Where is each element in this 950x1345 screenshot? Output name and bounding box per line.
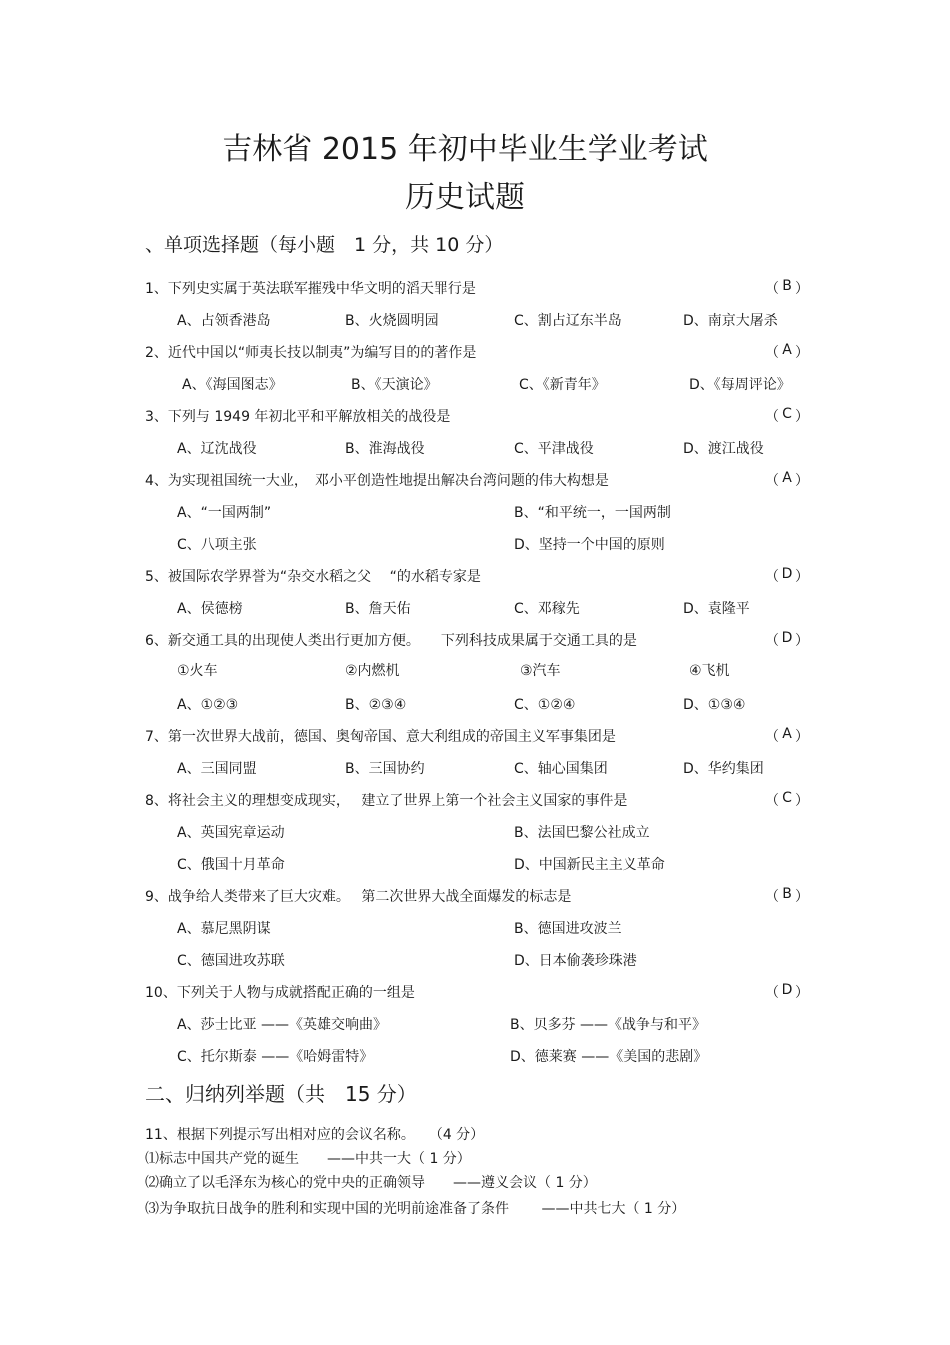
option: C、邓稼先 — [514, 601, 580, 617]
numbered-item: ③汽车 — [520, 663, 561, 679]
option: D、坚持一个中国的原则 — [514, 537, 665, 553]
option: C、八项主张 — [177, 537, 257, 553]
section2-heading: 二、归纳列举题（共 15 分） — [145, 1082, 417, 1106]
option: A、英国宪章运动 — [177, 825, 285, 841]
exam-subtitle: 历史试题 — [405, 180, 525, 215]
section1-heading: 、单项选择题（每小题 1 分，共 10 分） — [145, 234, 504, 256]
fill-answer-line: ⑴标志中国共产党的诞生 ——中共一大（ 1 分） — [145, 1151, 471, 1167]
option: B、三国协约 — [345, 761, 425, 777]
option: B、贝多芬 ——《战争与和平》 — [510, 1017, 707, 1033]
option: B、《天演论》 — [351, 377, 438, 393]
answer-box: （ D ） — [765, 982, 809, 1001]
fill-answer-line: ⑶为争取抗日战争的胜利和实现中国的光明前途准备了条件 ——中共七大（ 1 分） — [145, 1201, 686, 1217]
option: A、慕尼黑阴谋 — [177, 921, 271, 937]
option: C、割占辽东半岛 — [514, 313, 622, 329]
question-stem: 6、新交通工具的出现使人类出行更加方便。 下列科技成果属于交通工具的是 — [145, 633, 637, 649]
answer-box: （ B ） — [765, 278, 809, 297]
option: A、三国同盟 — [177, 761, 257, 777]
numbered-item: ①火车 — [177, 663, 218, 679]
question-stem: 3、下列与 1949 年初北平和平解放相关的战役是 — [145, 409, 451, 425]
option: D、德莱赛 ——《美国的悲剧》 — [510, 1049, 708, 1065]
option: D、《每周评论》 — [689, 377, 791, 393]
question-stem: 7、第一次世界大战前，德国、奥匈帝国、意大利组成的帝国主义军事集团是 — [145, 729, 616, 745]
answer-letter: A — [782, 470, 792, 486]
option: C、托尔斯泰 ——《哈姆雷特》 — [177, 1049, 374, 1065]
option: D、华约集团 — [683, 761, 764, 777]
answer-letter: A — [782, 342, 792, 358]
question-stem: 2、近代中国以“师夷长技以制夷”为编写目的的著作是 — [145, 345, 477, 361]
answer-letter: D — [781, 982, 793, 998]
answer-box: （ D ） — [765, 630, 809, 649]
answer-box: （ A ） — [765, 726, 809, 745]
answer-letter: D — [781, 630, 793, 646]
answer-box: （ C ） — [765, 790, 809, 809]
option: D、渡江战役 — [683, 441, 764, 457]
answer-letter: B — [782, 278, 792, 294]
answer-letter: C — [782, 790, 792, 806]
question-stem: 1、下列史实属于英法联军摧残中华文明的滔天罪行是 — [145, 281, 476, 297]
answer-box: （ C ） — [765, 406, 809, 425]
fill-answer-line: ⑵确立了以毛泽东为核心的党中央的正确领导 ——遵义会议（ 1 分） — [145, 1175, 597, 1191]
option: A、莎士比亚 ——《英雄交响曲》 — [177, 1017, 388, 1033]
answer-box: （ A ） — [765, 470, 809, 489]
option: B、詹天佑 — [345, 601, 411, 617]
option: B、淮海战役 — [345, 441, 425, 457]
option: B、法国巴黎公社成立 — [514, 825, 650, 841]
question-stem: 10、下列关于人物与成就搭配正确的一组是 — [145, 985, 415, 1001]
option: D、①③④ — [683, 697, 746, 713]
option: B、“和平统一，一国两制 — [514, 505, 671, 521]
option: C、俄国十月革命 — [177, 857, 285, 873]
answer-letter: D — [781, 566, 793, 582]
exam-title: 吉林省 2015 年初中毕业生学业考试 — [222, 132, 708, 167]
option: B、火烧圆明园 — [345, 313, 439, 329]
option: D、中国新民主主义革命 — [514, 857, 665, 873]
answer-box: （ D ） — [765, 566, 809, 585]
option: A、《海国图志》 — [182, 377, 283, 393]
answer-letter: C — [782, 406, 792, 422]
numbered-item: ④飞机 — [689, 663, 730, 679]
option: C、①②④ — [514, 697, 576, 713]
answer-letter: A — [782, 726, 792, 742]
option: C、《新青年》 — [519, 377, 606, 393]
option: D、袁隆平 — [683, 601, 750, 617]
question-stem: 5、被国际农学界誉为“杂交水稻之父 “的水稻专家是 — [145, 569, 481, 585]
option: D、南京大屠杀 — [683, 313, 778, 329]
option: C、德国进攻苏联 — [177, 953, 285, 969]
answer-letter: B — [782, 886, 792, 902]
option: A、“一国两制” — [177, 505, 272, 521]
question-stem: 4、为实现祖国统一大业， 邓小平创造性地提出解决台湾问题的伟大构想是 — [145, 473, 609, 489]
option: B、②③④ — [345, 697, 407, 713]
option: C、平津战役 — [514, 441, 594, 457]
question-stem: 11、根据下列提示写出相对应的会议名称。 （4 分） — [145, 1127, 485, 1143]
question-stem: 8、将社会主义的理想变成现实， 建立了世界上第一个社会主义国家的事件是 — [145, 793, 628, 809]
question-stem: 9、战争给人类带来了巨大灾难。 第二次世界大战全面爆发的标志是 — [145, 889, 572, 905]
option: A、辽沈战役 — [177, 441, 257, 457]
option: A、①②③ — [177, 697, 239, 713]
option: A、占领香港岛 — [177, 313, 271, 329]
option: C、轴心国集团 — [514, 761, 608, 777]
option: D、日本偷袭珍珠港 — [514, 953, 637, 969]
option: A、侯德榜 — [177, 601, 243, 617]
numbered-item: ②内燃机 — [345, 663, 400, 679]
option: B、德国进攻波兰 — [514, 921, 622, 937]
answer-box: （ A ） — [765, 342, 809, 361]
answer-box: （ B ） — [765, 886, 809, 905]
